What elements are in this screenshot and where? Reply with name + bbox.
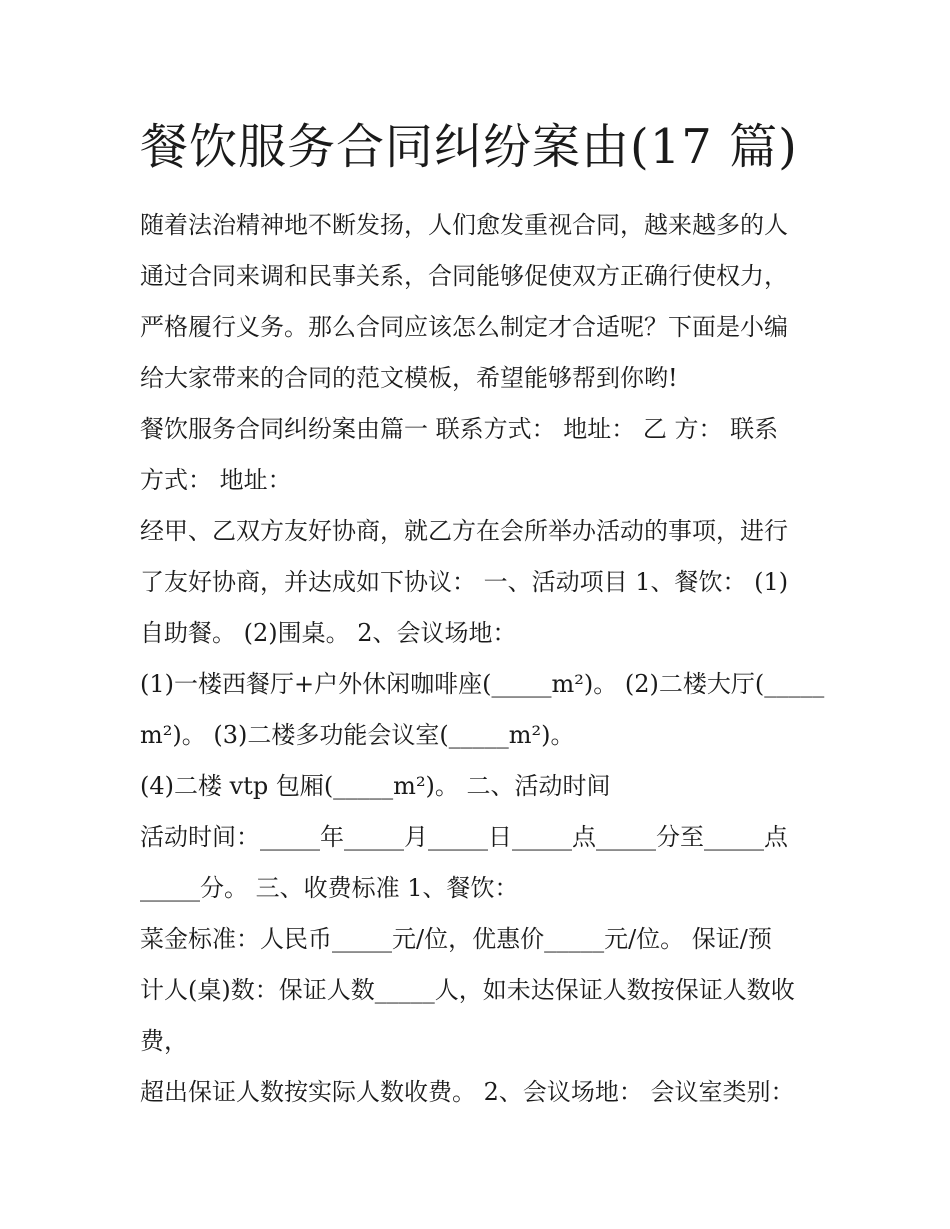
body-line: 随着法治精神地不断发扬，人们愈发重视合同，越来越多的人 <box>140 211 788 239</box>
body-line: (4)二楼 vtp 包厢(_____m²)。 二、活动时间 <box>140 772 611 800</box>
document-title: 餐饮服务合同纠纷案由(17 篇) <box>140 119 798 175</box>
body-line: 了友好协商，并达成如下协议： 一、活动项目 1、餐饮： (1) <box>140 568 789 596</box>
document-page <box>140 112 825 1118</box>
body-line: 给大家带来的合同的范文模板，希望能够帮到你哟! <box>140 364 678 392</box>
body-line: _____分。 三、收费标准 1、餐饮： <box>140 874 519 902</box>
body-line: 严格履行义务。那么合同应该怎么制定才合适呢？下面是小编 <box>140 313 788 341</box>
body-line: 计人(桌)数：保证人数_____人，如未达保证人数按保证人数收 <box>140 976 795 1004</box>
document-body <box>140 200 825 1118</box>
body-line: 方式： 地址： <box>140 466 292 494</box>
body-line: 超出保证人数按实际人数收费。 2、会议场地： 会议室类别： <box>140 1078 795 1106</box>
body-line: 经甲、乙双方友好协商，就乙方在会所举办活动的事项，进行 <box>140 517 788 545</box>
body-line: 菜金标准：人民币_____元/位，优惠价_____元/位。 保证/预 <box>140 925 772 953</box>
body-line: 自助餐。 (2)围桌。 2、会议场地： <box>140 619 517 647</box>
body-line: 费， <box>140 1027 188 1055</box>
body-line: (1)一楼西餐厅+户外休闲咖啡座(_____m²)。 (2)二楼大厅(_____ <box>140 670 825 698</box>
body-line: 活动时间：_____年_____月_____日_____点_____分至_____点 <box>140 823 788 851</box>
body-line: 餐饮服务合同纠纷案由篇一 联系方式： 地址： 乙 方： 联系 <box>140 415 779 443</box>
body-line: 通过合同来调和民事关系，合同能够促使双方正确行使权力， <box>140 262 788 290</box>
body-line: m²)。 (3)二楼多功能会议室(_____m²)。 <box>140 721 575 749</box>
